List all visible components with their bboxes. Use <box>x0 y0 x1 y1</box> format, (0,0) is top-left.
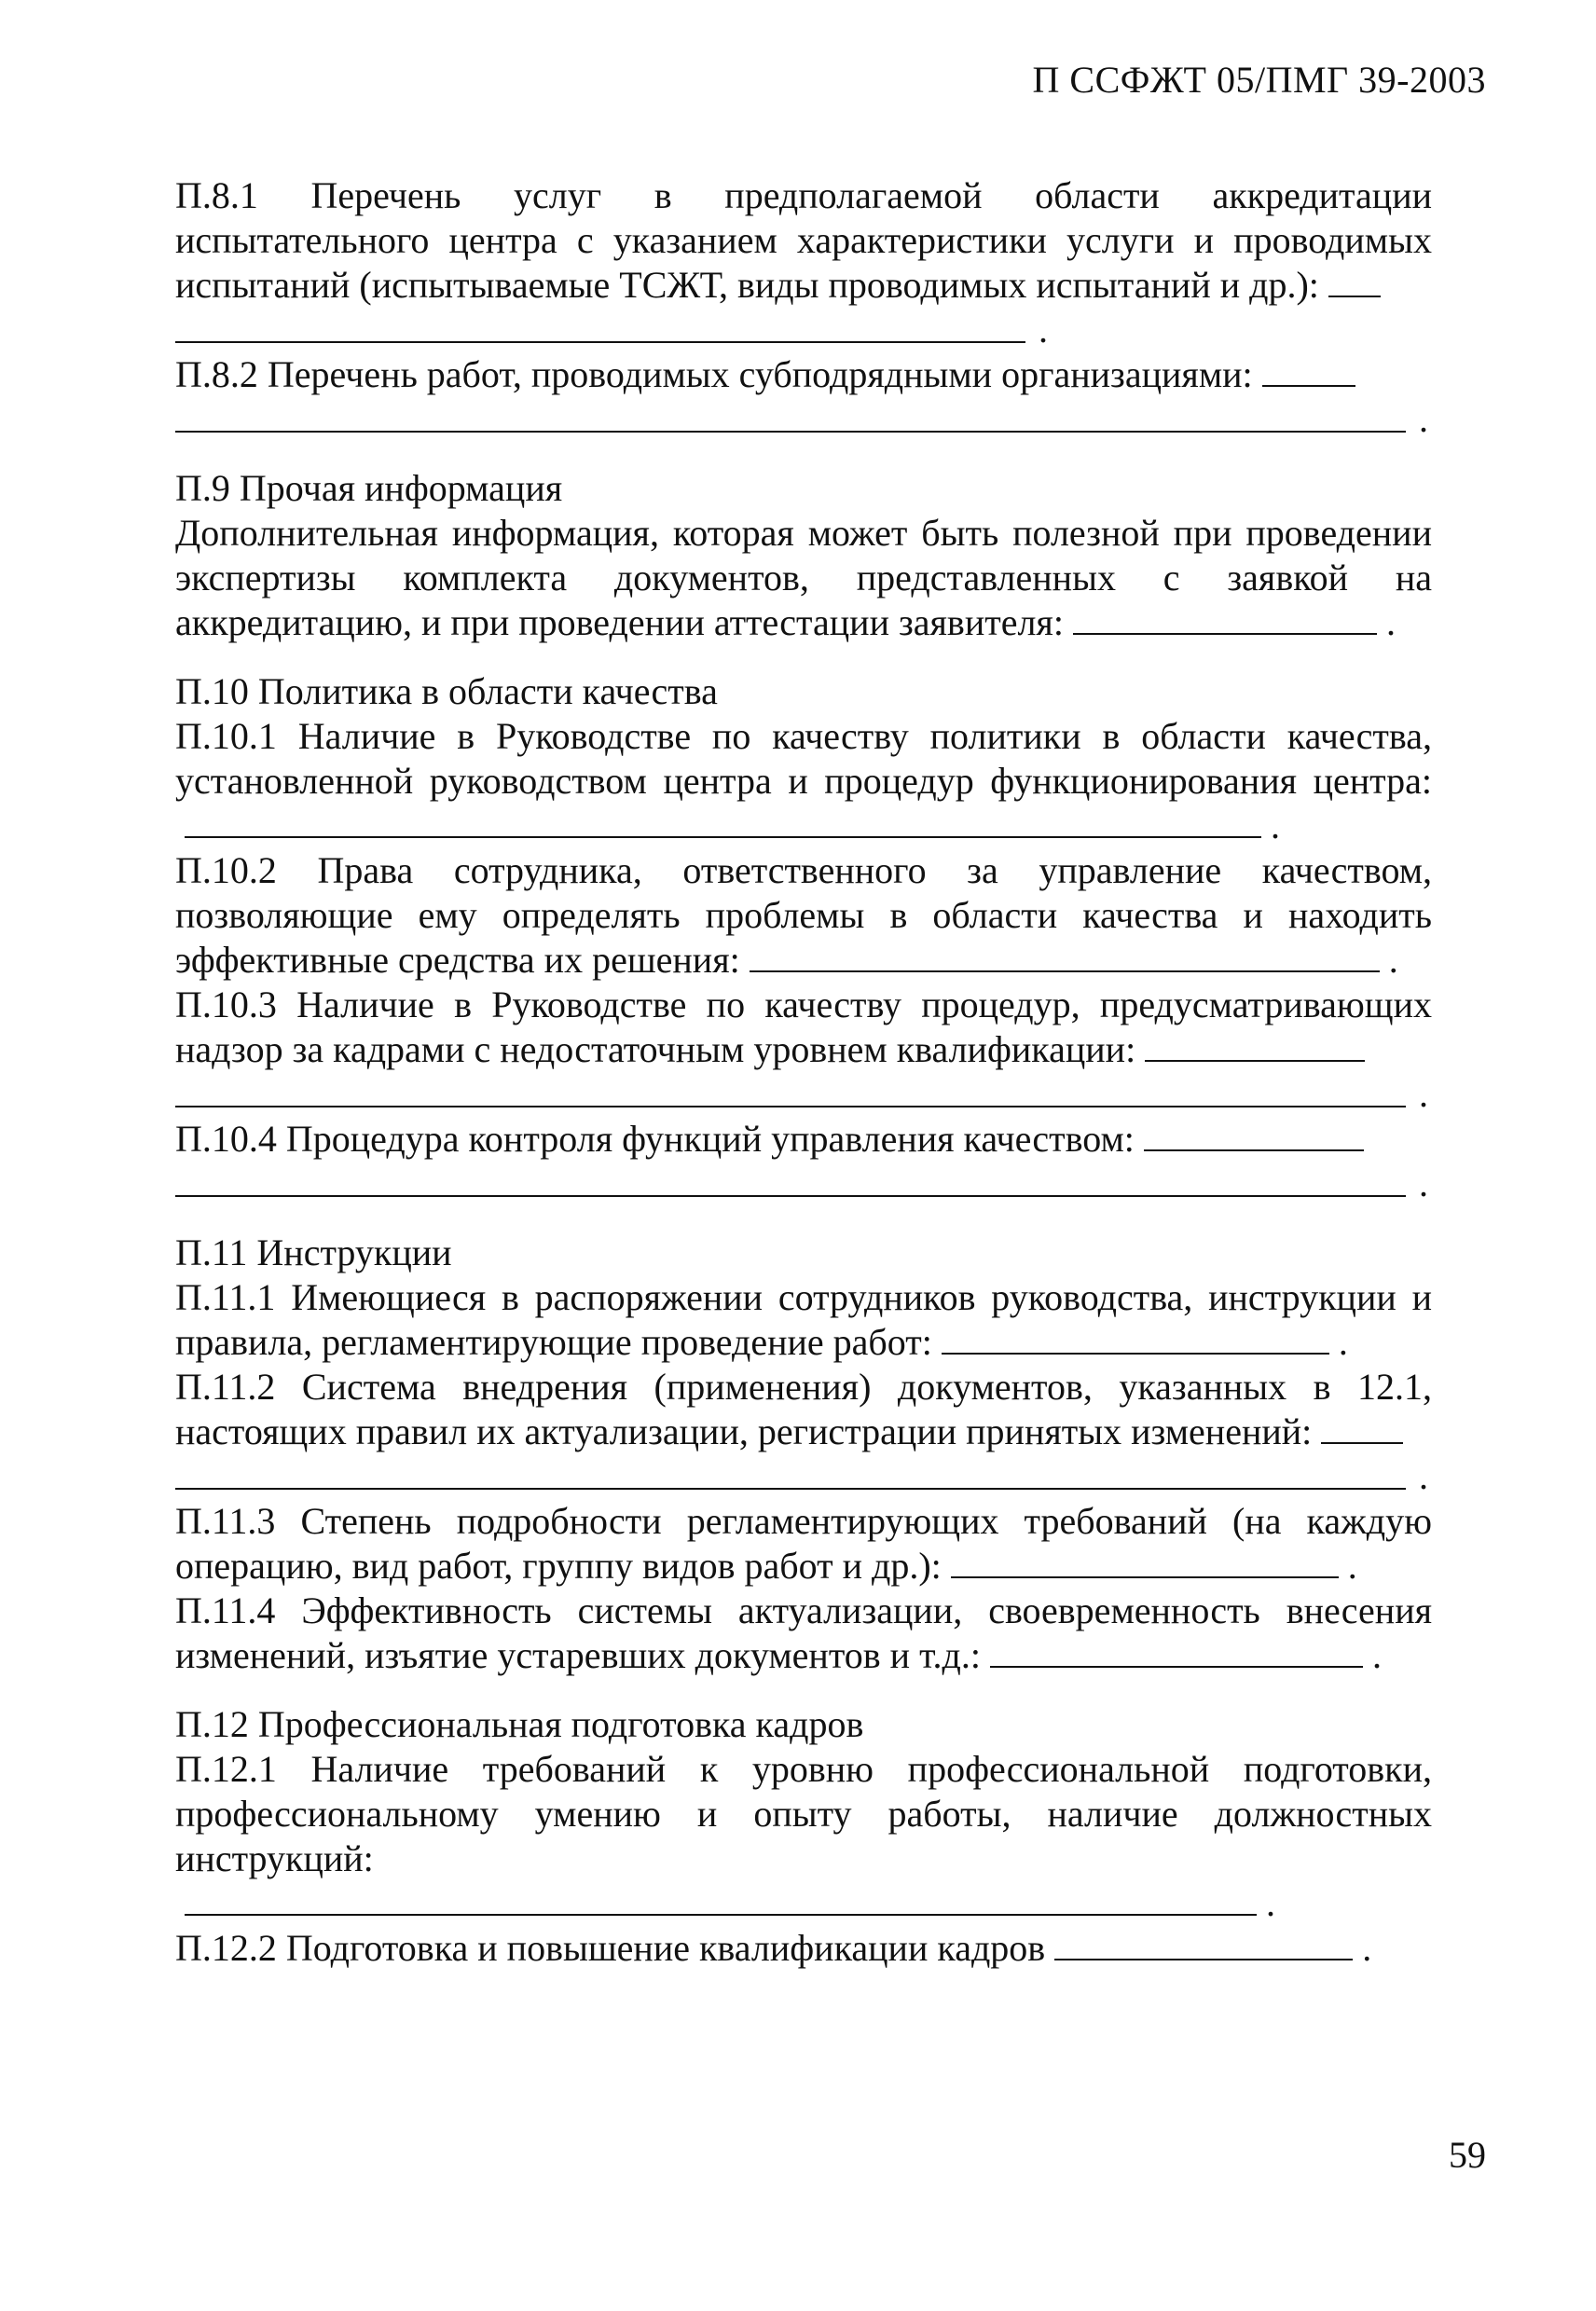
item-11-3-text: П.11.3 Степень подробности регламентирующих требований (на каждую операцию, вид работ, группу видов работ и др.): <box>175 1500 1432 1587</box>
document-code: П ССФЖТ 05/ПМГ 39-2003 <box>1032 59 1486 101</box>
fill-line <box>1073 633 1377 635</box>
item-11-4 <box>175 1589 1432 1678</box>
item-10-3 <box>175 983 1432 1072</box>
continuation-line <box>175 1162 1432 1206</box>
item-11-1 <box>175 1275 1432 1365</box>
item-9-text: Дополнительная информация, которая может быть полезной при проведении экспертизы комплекта документов, представленных с заявкой на аккредитацию, и при проведении аттестации заявителя: <box>175 512 1432 643</box>
item-10-2-text: П.10.2 Права сотрудника, ответственного за управление качеством, позволяющие ему определять проблемы в области качества и находить эффективные средства их решения: <box>175 849 1432 981</box>
fill-line <box>951 1576 1339 1578</box>
continuation-line <box>175 1454 1432 1499</box>
section-10-title: П.10 Политика в области качества <box>175 670 718 712</box>
line-terminator: . <box>1271 805 1280 846</box>
line-terminator: . <box>1338 1321 1348 1363</box>
page-number: 59 <box>1449 2134 1486 2176</box>
fill-line <box>942 1353 1329 1355</box>
line-terminator: . <box>1039 309 1048 351</box>
fill-line <box>1145 1060 1365 1062</box>
fill-line <box>1328 296 1381 297</box>
continuation-line <box>175 397 1432 442</box>
item-8-1 <box>175 173 1432 308</box>
fill-line <box>1321 1442 1403 1444</box>
item-11-1-text: П.11.1 Имеющиеся в распоряжении сотрудников руководства, инструкции и правила, регламентирующие проведение работ: <box>175 1276 1432 1363</box>
fill-line <box>1262 385 1355 387</box>
item-8-2-text: П.8.2 Перечень работ, проводимых субподрядными организациями: <box>175 353 1253 395</box>
item-11-2-text: П.11.2 Система внедрения (применения) документов, указанных в 12.1, настоящих правил их актуализации, регистрации принятых изменений: <box>175 1366 1432 1452</box>
fill-line <box>750 970 1380 972</box>
item-8-2 <box>175 352 1432 397</box>
item-11-2 <box>175 1365 1432 1454</box>
fill-line <box>175 341 1025 343</box>
item-11-3 <box>175 1499 1432 1589</box>
fill-line <box>175 431 1406 433</box>
line-terminator: . <box>1385 601 1396 643</box>
fill-line <box>1054 1959 1353 1960</box>
line-terminator: . <box>1388 939 1398 981</box>
item-10-2 <box>175 848 1432 983</box>
item-10-1-text: П.10.1 Наличие в Руководстве по качеству политики в области качества, установленной руководством центра и процедур функционирования центра: <box>175 715 1432 802</box>
line-terminator: . <box>1419 1162 1428 1204</box>
fill-line <box>1144 1149 1364 1151</box>
item-10-1 <box>175 714 1432 848</box>
line-terminator: . <box>1266 1882 1275 1924</box>
continuation-line <box>175 308 1432 352</box>
line-terminator: . <box>1362 1927 1372 1969</box>
line-terminator: . <box>1372 1634 1383 1676</box>
section-12-title: П.12 Профессиональная подготовка кадров <box>175 1703 864 1745</box>
item-12-1 <box>175 1747 1432 1926</box>
item-12-2 <box>175 1926 1432 1971</box>
item-12-1-text: П.12.1 Наличие требований к уровню профессиональной подготовки, профессиональному умению и опыту работы, наличие должностных инструкций: <box>175 1748 1432 1879</box>
item-10-3-text: П.10.3 Наличие в Руководстве по качеству процедур, предусматривающих надзор за кадрами с недостаточным уровнем квалификации: <box>175 984 1432 1070</box>
line-terminator: . <box>1347 1545 1357 1587</box>
item-10-4-text: П.10.4 Процедура контроля функций управления качеством: <box>175 1118 1135 1160</box>
item-8-1-text: П.8.1 Перечень услуг в предполагаемой области аккредитации испытательного центра с указанием характеристики услуги и проводимых испытаний (испытываемые ТСЖТ, виды проводимых испытаний и др.): <box>175 174 1432 306</box>
continuation-line <box>175 1072 1432 1117</box>
section-11-title: П.11 Инструкции <box>175 1231 452 1273</box>
fill-line <box>175 1195 1406 1197</box>
item-10-4 <box>175 1117 1432 1162</box>
form-body <box>175 173 1432 1971</box>
fill-line <box>185 836 1261 838</box>
fill-line <box>175 1488 1406 1490</box>
line-terminator: . <box>1419 398 1428 440</box>
line-terminator: . <box>1419 1073 1428 1115</box>
fill-line <box>175 1106 1406 1107</box>
fill-line <box>990 1666 1363 1668</box>
section-9-title: П.9 Прочая информация <box>175 467 563 509</box>
item-11-4-text: П.11.4 Эффективность системы актуализации, своевременность внесения изменений, изъятие устаревших документов и т.д.: <box>175 1589 1432 1676</box>
item-9 <box>175 511 1432 645</box>
item-12-2-text: П.12.2 Подготовка и повышение квалификации кадров <box>175 1927 1046 1969</box>
fill-line <box>185 1914 1257 1916</box>
line-terminator: . <box>1419 1455 1428 1497</box>
